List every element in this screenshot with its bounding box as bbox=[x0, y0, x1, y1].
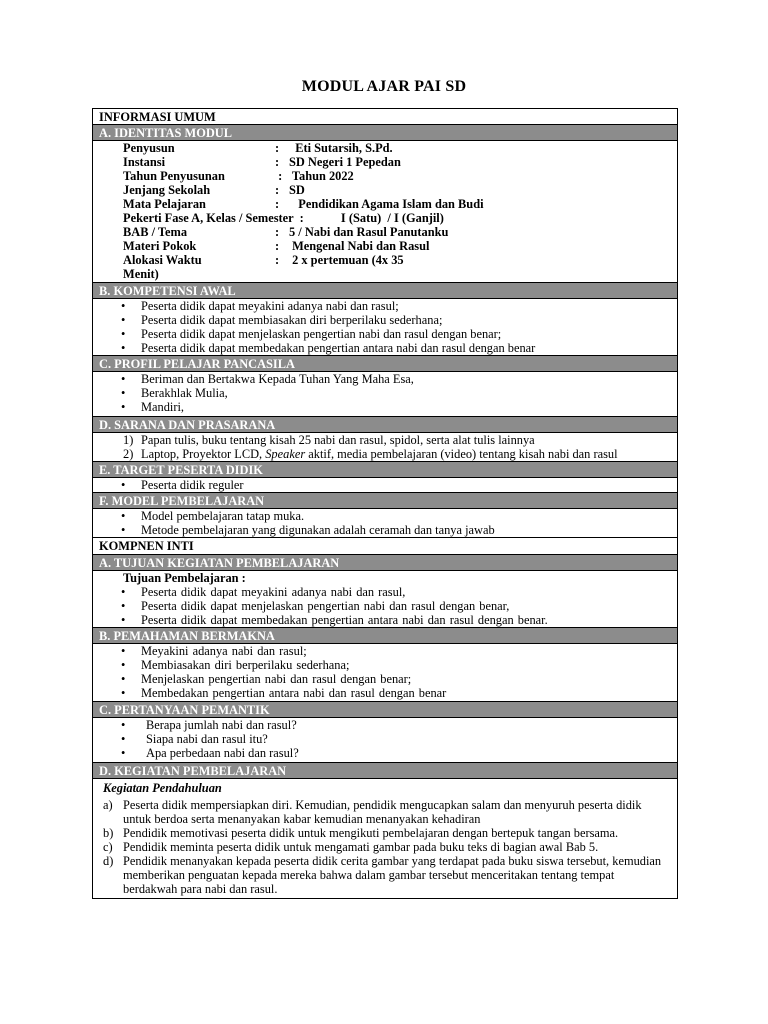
tujuan-kegiatan-body bbox=[93, 571, 677, 628]
document-title: MODUL AJAR PAI SD bbox=[301, 78, 467, 95]
heading-sarana-prasarana: D. SARANA DAN PRASARANA bbox=[93, 417, 677, 433]
list-item: • Metode pembelajaran yang digunakan adalah ceramah dan tanya jawab bbox=[121, 523, 677, 537]
list-item: • Peserta didik reguler bbox=[121, 478, 677, 492]
heading-identitas-modul: A. IDENTITAS MODUL bbox=[93, 125, 677, 141]
identitas-pekerti-line: Pekerti Fase A, Kelas / Semester : I (Satu) / I (Ganjil) bbox=[123, 211, 444, 225]
heading-model-pembelajaran: F. MODEL PEMBELAJARAN bbox=[93, 493, 677, 509]
list-item: a) Peserta didik mempersiapkan diri. Kemudian, pendidik mengucapkan salam dan menyuruh peserta didik untuk berdoa serta menanyakan kabar kemudian menanyakan kehadiran bbox=[103, 798, 642, 826]
list-item: • Peserta didik dapat menjelaskan pengertian nabi dan rasul dengan benar; bbox=[121, 327, 677, 341]
identitas-row: Instansi : SD Negeri 1 Pepedan bbox=[123, 155, 401, 169]
heading-pemahaman-bermakna: B. PEMAHAMAN BERMAKNA bbox=[93, 628, 677, 644]
list-item: • Siapa nabi dan rasul itu? bbox=[121, 732, 677, 746]
identitas-row: BAB / Tema : 5 / Nabi dan Rasul Panutanku bbox=[123, 225, 449, 239]
identitas-row: Mata Pelajaran : Pendidikan Agama Islam dan Budi bbox=[123, 197, 484, 211]
list-item: • Mandiri, bbox=[121, 400, 677, 414]
section-informasi-umum: INFORMASI UMUM bbox=[93, 109, 677, 125]
list-item: • Membiasakan diri berperilaku sederhana; bbox=[121, 658, 677, 672]
list-item: c) Pendidik meminta peserta didik untuk mengamati gambar pada buku teks di bagian awal Bab 5. bbox=[103, 840, 599, 854]
list-item: b) Pendidik memotivasi peserta didik untuk mengikuti pembelajaran dengan bertepuk tangan bersama. bbox=[103, 826, 619, 840]
list-item: • Berapa jumlah nabi dan rasul? bbox=[121, 718, 677, 732]
list-item: • Peserta didik dapat membedakan pengertian antara nabi dan rasul dengan benar bbox=[121, 341, 677, 355]
list-item: d) Pendidik menanyakan kepada peserta didik cerita gambar yang terdapat pada buku siswa tersebut, kemudian memberikan penguatan kepada mereka bahwa dalam gambar tersebut menceritakan tentang tempat berdakwah para nabi dan rasul. bbox=[103, 854, 662, 896]
pertanyaan-pemantik-body bbox=[93, 718, 677, 763]
list-item: • Peserta didik dapat membedakan pengertian antara nabi dan rasul dengan benar. bbox=[121, 613, 677, 627]
kegiatan-pembelajaran-body bbox=[93, 779, 677, 898]
heading-profil-pelajar: C. PROFIL PELAJAR PANCASILA bbox=[93, 356, 677, 372]
list-item: • Membedakan pengertian antara nabi dan rasul dengan benar bbox=[121, 686, 677, 700]
list-item: • Apa perbedaan nabi dan rasul? bbox=[121, 746, 677, 760]
heading-kegiatan-pembelajaran: D. KEGIATAN PEMBELAJARAN bbox=[93, 763, 677, 779]
heading-pertanyaan-pemantik: C. PERTANYAAN PEMANTIK bbox=[93, 702, 677, 718]
identitas-row: Alokasi Waktu : 2 x pertemuan (4x 35 bbox=[123, 253, 404, 267]
module-table bbox=[92, 108, 678, 899]
list-item: • Meyakini adanya nabi dan rasul; bbox=[121, 644, 677, 658]
kegiatan-subheading: Kegiatan Pendahuluan bbox=[103, 781, 222, 795]
list-item: 2) Laptop, Proyektor LCD, Speaker aktif, media pembelajaran (video) tentang kisah nabi dan rasul bbox=[123, 447, 618, 461]
kompetensi-awal-body bbox=[93, 299, 677, 356]
list-item: • Model pembelajaran tatap muka. bbox=[121, 509, 677, 523]
section-komponen-inti: KOMPNEN INTI bbox=[93, 538, 677, 555]
list-item: • Menjelaskan pengertian nabi dan rasul dengan benar; bbox=[121, 672, 677, 686]
target-peserta-body bbox=[93, 478, 677, 493]
heading-tujuan-kegiatan: A. TUJUAN KEGIATAN PEMBELAJARAN bbox=[93, 555, 677, 571]
heading-target-peserta: E. TARGET PESERTA DIDIK bbox=[93, 462, 677, 478]
list-item: • Peserta didik dapat membiasakan diri berperilaku sederhana; bbox=[121, 313, 677, 327]
model-pembelajaran-body bbox=[93, 509, 677, 538]
list-item: • Peserta didik dapat meyakini adanya nabi dan rasul; bbox=[121, 299, 677, 313]
identitas-row: Penyusun : Eti Sutarsih, S.Pd. bbox=[123, 141, 393, 155]
list-item: • Peserta didik dapat menjelaskan pengertian nabi dan rasul dengan benar, bbox=[121, 599, 677, 613]
identitas-row: Jenjang Sekolah : SD bbox=[123, 183, 305, 197]
list-item: • Peserta didik dapat meyakini adanya nabi dan rasul, bbox=[121, 585, 677, 599]
identitas-modul-body bbox=[93, 141, 677, 283]
list-item: 1) Papan tulis, buku tentang kisah 25 nabi dan rasul, spidol, serta alat tulis lainnya bbox=[123, 433, 535, 447]
identitas-menit: Menit) bbox=[123, 267, 159, 281]
pemahaman-bermakna-body bbox=[93, 644, 677, 702]
heading-kompetensi-awal: B. KOMPETENSI AWAL bbox=[93, 283, 677, 299]
list-item: • Beriman dan Bertakwa Kepada Tuhan Yang Maha Esa, bbox=[121, 372, 677, 386]
profil-pelajar-body bbox=[93, 372, 677, 417]
list-item: • Berakhlak Mulia, bbox=[121, 386, 677, 400]
identitas-row: Materi Pokok : Mengenal Nabi dan Rasul bbox=[123, 239, 430, 253]
identitas-row: Tahun Penyusunan : Tahun 2022 bbox=[123, 169, 354, 183]
sarana-prasarana-body bbox=[93, 433, 677, 462]
tujuan-subheading: Tujuan Pembelajaran : bbox=[123, 571, 246, 585]
